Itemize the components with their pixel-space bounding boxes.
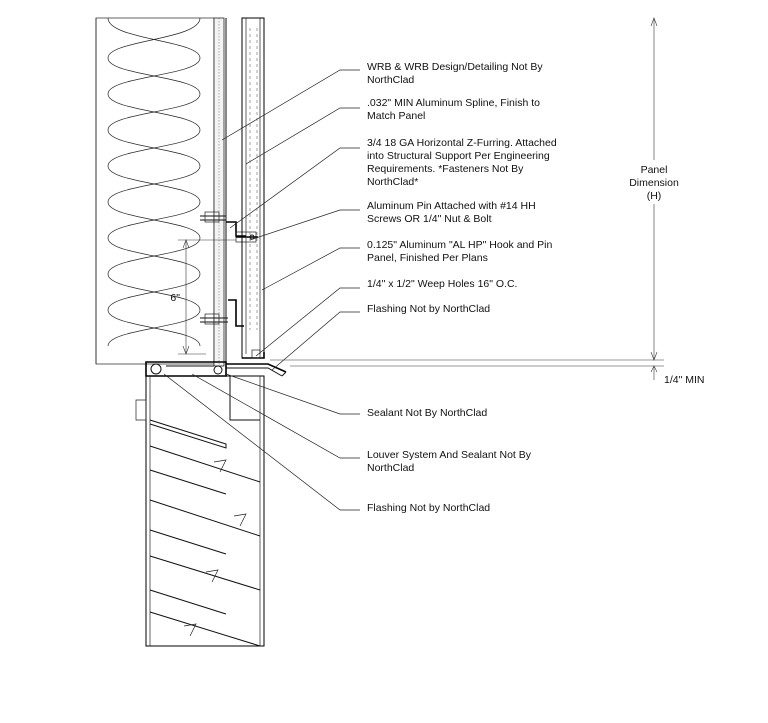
aluminum-pin (236, 232, 258, 242)
callout-sealant: Sealant Not By NorthClad (367, 407, 488, 419)
callout-pin-line1: Aluminum Pin Attached with #14 HH (367, 200, 536, 212)
callout-zfurring-line3: Requirements. *Fasteners Not By (367, 163, 524, 175)
callout-panel-line2: Panel, Finished Per Plans (367, 252, 488, 264)
batt-insulation (96, 18, 214, 364)
callout-weep: 1/4" x 1/2" Weep Holes 16" O.C. (367, 278, 518, 290)
callout-flashing-bottom: Flashing Not by NorthClad (367, 502, 491, 514)
quarter-min-label: 1/4" MIN (664, 374, 705, 386)
callout-zfurring-line2: into Structural Support Per Engineering (367, 150, 550, 162)
dim-six-inch-label: 6" (170, 292, 180, 304)
callout-louver-line2: NorthClad (367, 462, 415, 474)
callout-spline-line1: .032" MIN Aluminum Spline, Finish to (367, 97, 540, 109)
callout-notes (367, 61, 557, 514)
leader-lines (164, 70, 360, 510)
callout-wrb-line1: WRB & WRB Design/Detailing Not By (367, 61, 543, 73)
callout-louver-line1: Louver System And Sealant Not By (367, 449, 532, 461)
callout-zfurring-line1: 3/4 18 GA Horizontal Z-Furring. Attached (367, 137, 557, 149)
callout-zfurring-line4: NorthClad* (367, 176, 419, 188)
panel-dim-label-3: (H) (646, 190, 662, 202)
callout-pin-line2: Screws OR 1/4" Nut & Bolt (367, 213, 492, 225)
callout-panel-line1: 0.125" Aluminum "AL HP" Hook and Pin (367, 239, 553, 251)
panel-dim-label-1: Panel (640, 164, 668, 176)
callout-flashing-top: Flashing Not by NorthClad (367, 303, 491, 315)
louver-system (136, 376, 264, 646)
callout-wrb-line2: NorthClad (367, 74, 415, 86)
aluminum-panel (242, 18, 264, 358)
callout-spline-line2: Match Panel (367, 110, 426, 122)
panel-dim-label-2: Dimension (629, 177, 679, 189)
